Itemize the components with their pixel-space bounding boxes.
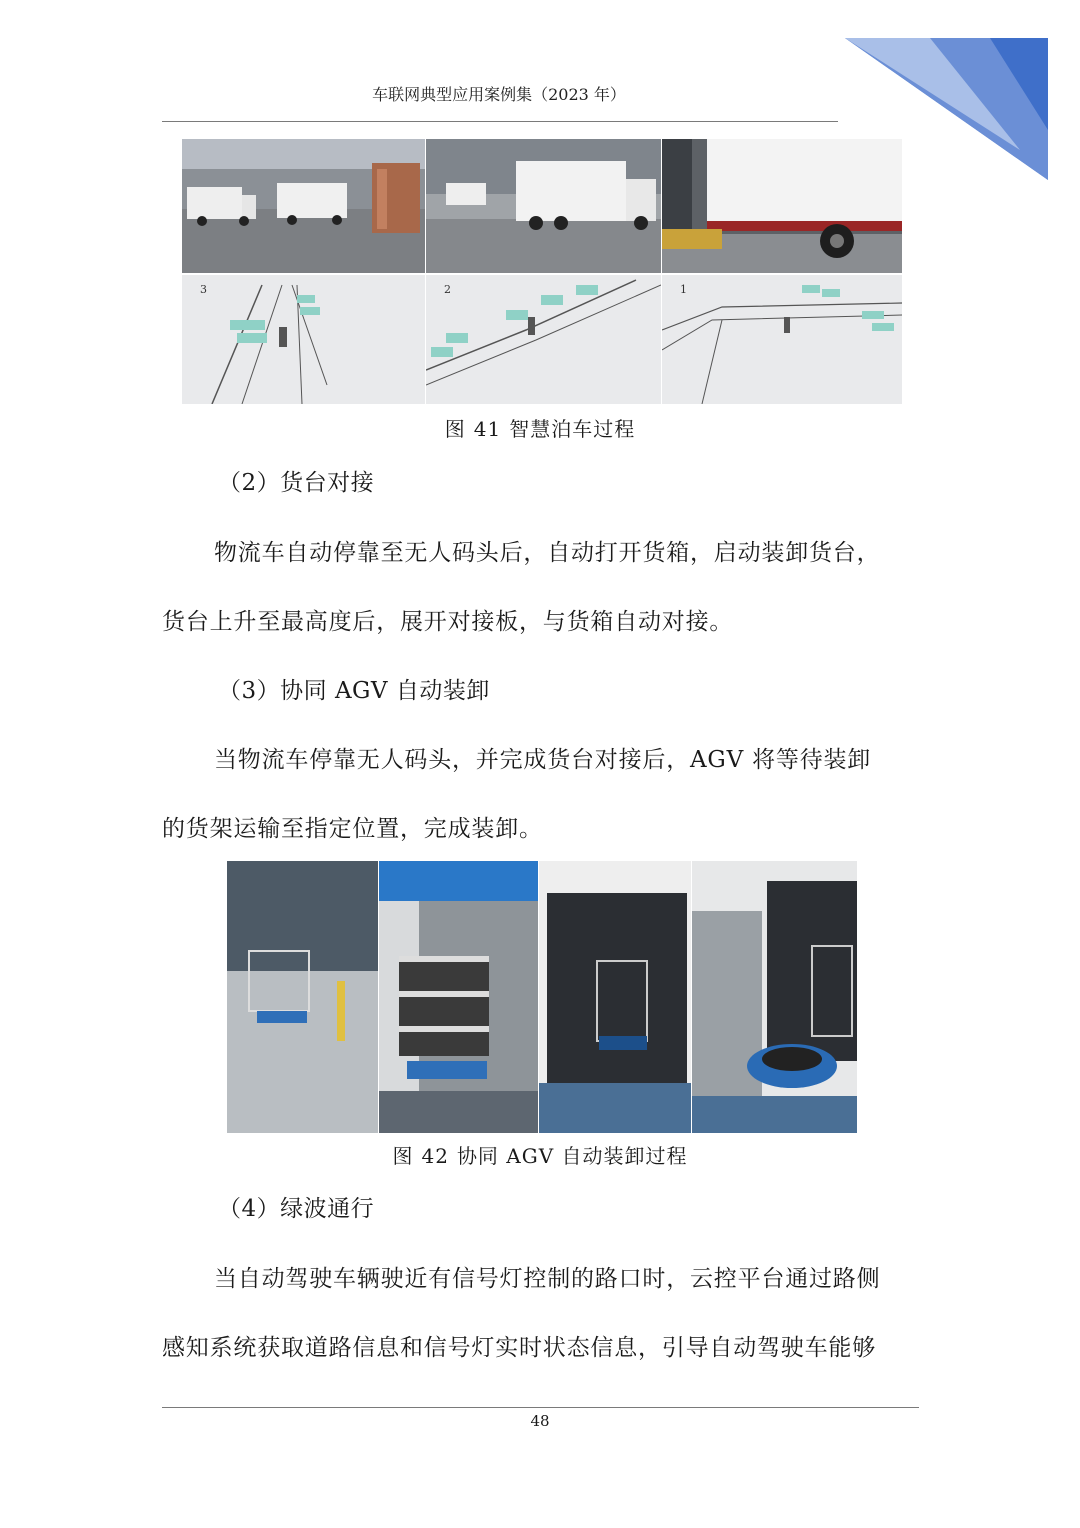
caption-text: 协同 AGV 自动装卸过程 — [456, 1144, 688, 1168]
agv-photo-truck-interior — [539, 861, 691, 1133]
parking-photo-1 — [182, 139, 425, 273]
section-2-line-1: 物流车自动停靠至无人码头后，自动打开货箱，启动装卸货台， — [214, 540, 881, 566]
section-heading-3: （3）协同 AGV 自动装卸 — [218, 678, 490, 704]
section-2-line-2: 货台上升至最高度后，展开对接板，与货箱自动对接。 — [162, 609, 734, 635]
section-3-line-1: 当物流车停靠无人码头，并完成货台对接后，AGV 将等待装卸 — [214, 747, 872, 773]
section-4-line-1: 当自动驾驶车辆驶近有信号灯控制的路口时，云控平台通过路侧 — [214, 1266, 881, 1292]
figure-42-agv-loading — [227, 861, 857, 1133]
caption-label: 图 — [392, 1144, 414, 1168]
figure-41-smart-parking — [182, 139, 902, 404]
parking-map-panel-2 — [426, 275, 661, 404]
parking-map-panel-3 — [662, 275, 902, 404]
map-step-number: 2 — [444, 283, 451, 296]
caption-number: 41 — [473, 417, 502, 441]
section-heading-2: （2）货台对接 — [218, 470, 375, 496]
parking-photo-3 — [662, 139, 902, 273]
agv-photo-dock — [379, 861, 538, 1133]
section-heading-4: （4）绿波通行 — [218, 1196, 375, 1222]
running-header: 车联网典型应用案例集（2023 年） — [372, 85, 626, 104]
caption-label: 图 — [444, 417, 466, 441]
header-rule — [162, 121, 838, 122]
figure-42-caption — [160, 1140, 920, 1169]
figure-41-caption — [160, 413, 920, 442]
map-step-number: 1 — [680, 283, 687, 296]
parking-photo-2 — [426, 139, 661, 273]
caption-number: 42 — [421, 1144, 449, 1168]
section-4-line-2: 感知系统获取道路信息和信号灯实时状态信息，引导自动驾驶车能够 — [162, 1335, 876, 1361]
agv-photo-warehouse — [227, 861, 378, 1133]
section-3-line-2: 的货架运输至指定位置，完成装卸。 — [162, 816, 543, 842]
caption-text: 智慧泊车过程 — [509, 417, 636, 441]
page-number: 48 — [530, 1412, 550, 1430]
parking-map-panel-1 — [182, 275, 425, 404]
map-step-number: 3 — [200, 283, 207, 296]
agv-photo-robot — [692, 861, 857, 1133]
footer-rule — [162, 1407, 919, 1408]
